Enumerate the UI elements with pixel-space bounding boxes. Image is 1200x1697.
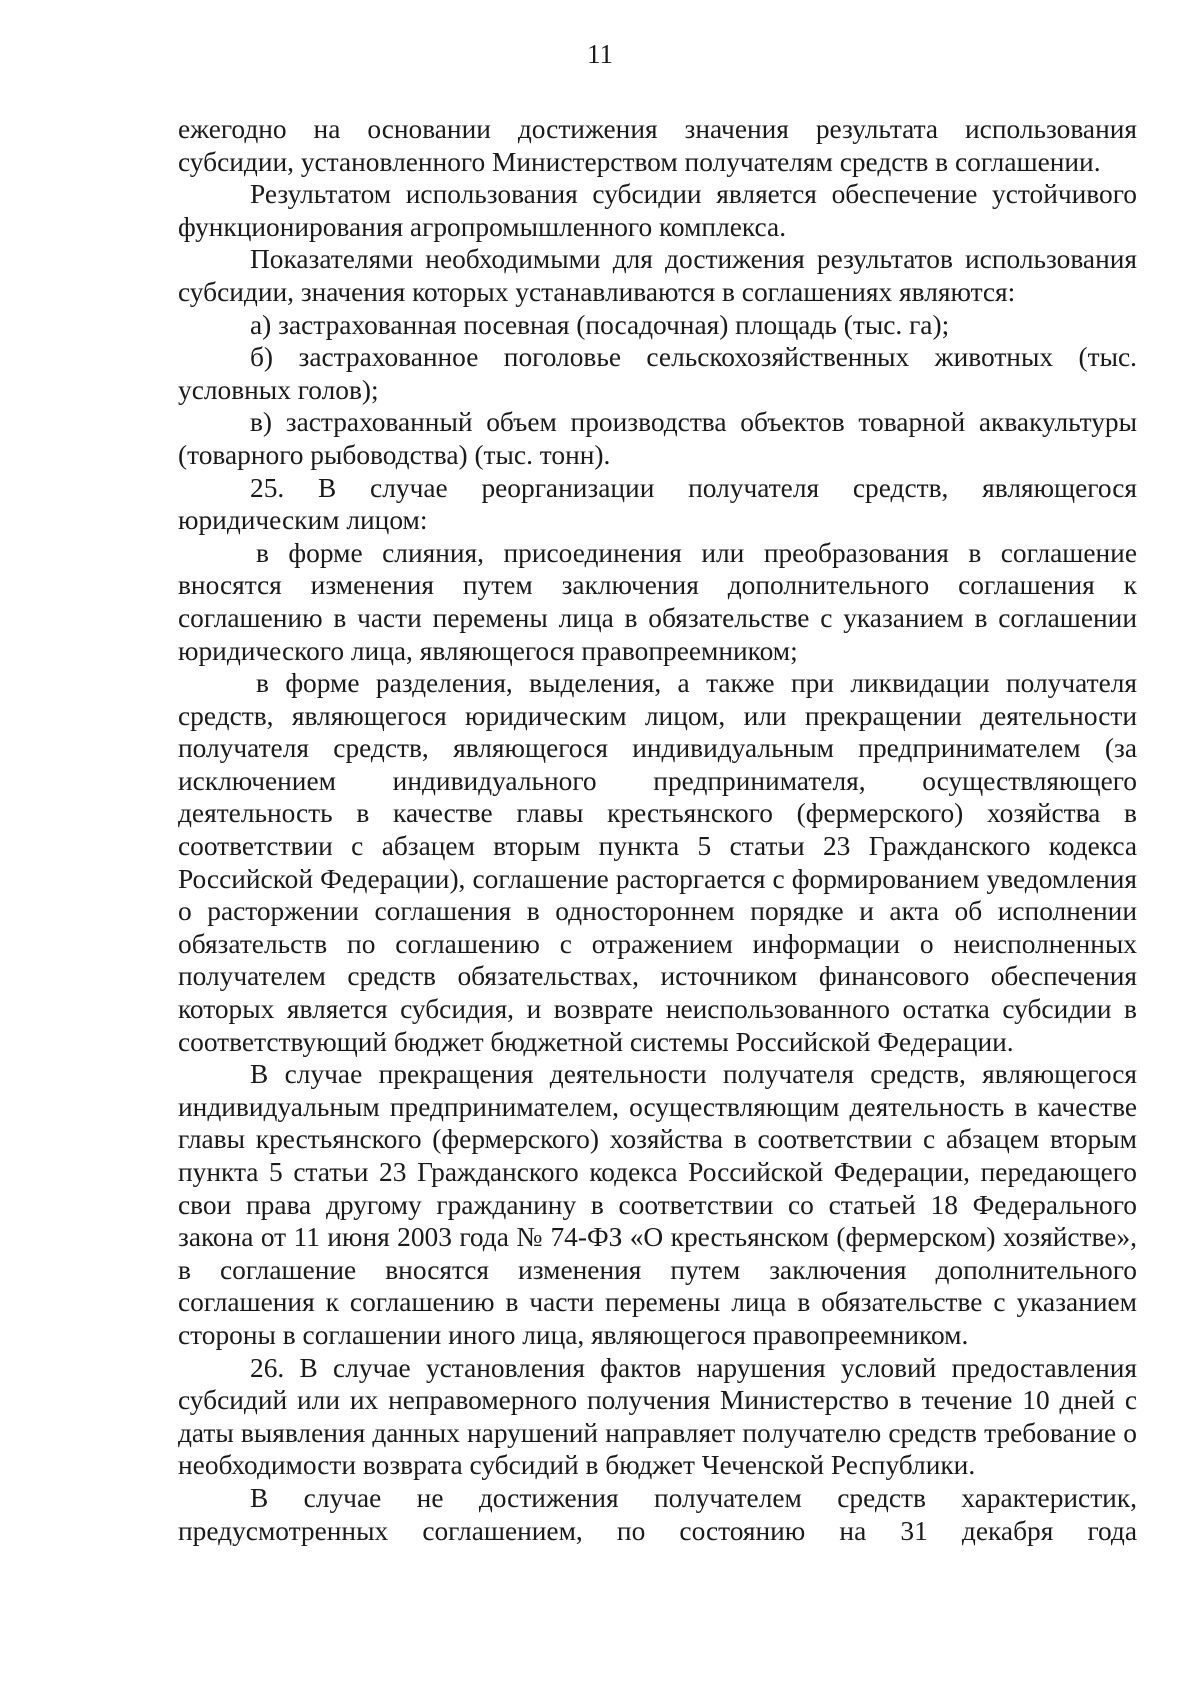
list-item-c: в) застрахованный объем производства объектов товарной аквакультуры (товарного рыбоводства) (тыс. тонн). bbox=[178, 407, 1137, 470]
paragraph-termination: В случае прекращения деятельности получателя средств, являющегося индивидуальным предпринимателем, осуществляющим деятельность в качестве главы крестьянского (фермерского) хозяйства в соответствии с абзацем вторым пункта 5 статьи 23 Гражданского кодекса Российской Федерации, передающего свои права другому гражданину в соответствии со статьей 18 Федерального закона от 11 июня 2003 года № 74-ФЗ «О крестьянском (фермерском) хозяйстве», в соглашение вносятся изменения путем заключения дополнительного соглашения к соглашению в части перемены лица в обязательстве с указанием стороны в соглашении иного лица, являющегося правопреемником. bbox=[178, 1059, 1137, 1350]
paragraph-non-achievement: В случае не достижения получателем средств характеристик, предусмотренных соглашением, по состоянию на 31 декабря года bbox=[178, 1482, 1137, 1546]
paragraph-26: 26. В случае установления фактов нарушения условий предоставления субсидий или их неправомерного получения Министерство в течение 10 дней с даты выявления данных нарушений направляет получателю средств требование о необходимости возврата субсидий в бюджет Чеченской Республики. bbox=[178, 1352, 1137, 1481]
paragraph-result: Результатом использования субсидии является обеспечение устойчивого функционирования агропромышленного комплекса. bbox=[178, 179, 1137, 242]
page-number: 11 bbox=[587, 39, 613, 69]
list-item-a: а) застрахованная посевная (посадочная) площадь (тыс. га); bbox=[250, 309, 950, 340]
paragraph-continuation: ежегодно на основании достижения значения результата использования субсидии, установленного Министерством получателям средств в соглашении. bbox=[178, 114, 1137, 177]
document-body bbox=[178, 113, 1137, 1547]
paragraph-merger: в форме слияния, присоединения или преобразования в соглашение вносятся изменения путем заключения дополнительного соглашения к соглашению в части перемены лица в обязательстве с указанием в соглашении юридического лица, являющегося правопреемником; bbox=[178, 537, 1137, 666]
list-item-b: б) застрахованное поголовье сельскохозяйственных животных (тыс. условных голов); bbox=[178, 342, 1137, 405]
paragraph-division: в форме разделения, выделения, а также при ликвидации получателя средств, являющегося юридическим лицом, или прекращении деятельности получателя средств, являющегося индивидуальным предпринимателем (за исключением индивидуального предпринимателя, осуществляющего деятельность в качестве главы крестьянского (фермерского) хозяйства в соответствии с абзацем вторым пункта 5 статьи 23 Гражданского кодекса Российской Федерации), соглашение расторгается с формированием уведомления о расторжении соглашения в одностороннем порядке и акта об исполнении обязательств по соглашению с отражением информации о неисполненных получателем средств обязательствах, источником финансового обеспечения которых является субсидия, и возврате неиспользованного остатка субсидии в соответствующий бюджет бюджетной системы Российской Федерации. bbox=[178, 668, 1137, 1057]
paragraph-25: 25. В случае реорганизации получателя средств, являющегося юридическим лицом: bbox=[178, 472, 1137, 536]
paragraph-indicators: Показателями необходимыми для достижения результатов использования субсидии, значения которых устанавливаются в соглашениях являются: bbox=[178, 244, 1137, 307]
